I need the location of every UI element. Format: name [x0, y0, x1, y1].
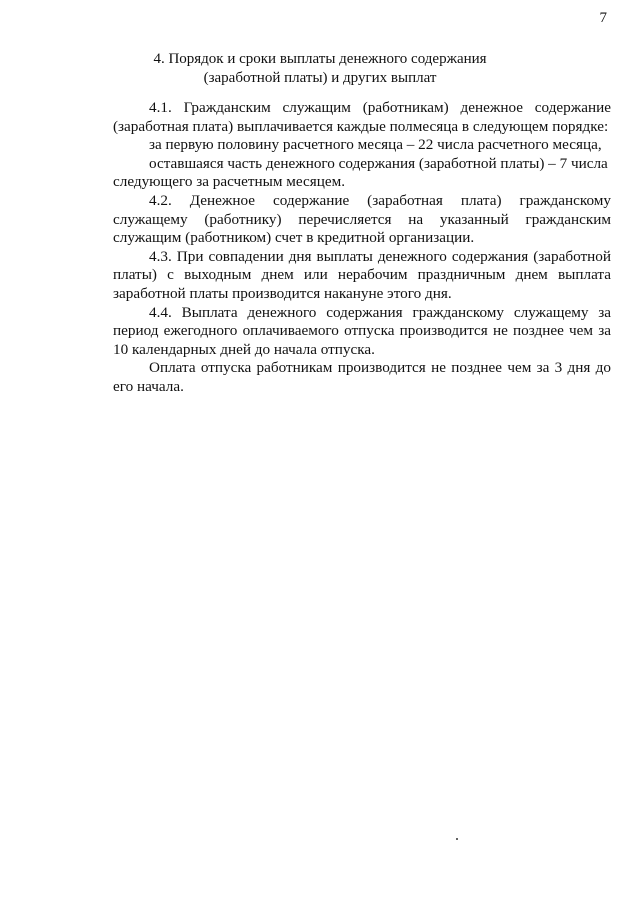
- section-heading: [120, 50, 520, 88]
- section-heading-line-2: (заработной платы) и других выплат: [203, 70, 437, 86]
- paragraph-4-3: 4.3. При совпадении дня выплаты денежного содержания (заработной платы) с выходным днем или нерабочим праздничным днем выплата заработной платы производится накануне этого дня.: [113, 247, 611, 302]
- paragraph-4-2: 4.2. Денежное содержание (заработная плата) гражданскому служащему (работнику) перечисляется на указанный гражданским служащим (работником) счет в кредитной организации.: [113, 191, 611, 247]
- section-body: [113, 99, 611, 397]
- paragraph-4-1: 4.1. Гражданским служащим (работникам) денежное содержание (заработная плата) выплачивается каждые полмесяца в следующем порядке:: [113, 99, 611, 135]
- paragraph-4-4: 4.4. Выплата денежного содержания гражданскому служащему за период ежегодного оплачиваемого отпуска производится не позднее чем за 10 календарных дней до начала отпуска.: [113, 303, 611, 358]
- paragraph-vacation-payment: Оплата отпуска работникам производится не позднее чем за 3 дня до его начала.: [113, 359, 611, 395]
- paragraph-4-1-second-half: оставшаяся часть денежного содержания (заработной платы) – 7 числа: [149, 154, 608, 172]
- scan-dot: [456, 838, 458, 840]
- section-heading-line-1: 4. Порядок и сроки выплаты денежного содержания: [153, 51, 487, 67]
- paragraph-4-1-second-half-cont: следующего за расчетным месяцем.: [113, 173, 346, 191]
- paragraph-4-1-first-half: за первую половину расчетного месяца – 22 числа расчетного месяца,: [149, 136, 602, 154]
- page-number: 7: [599, 10, 607, 26]
